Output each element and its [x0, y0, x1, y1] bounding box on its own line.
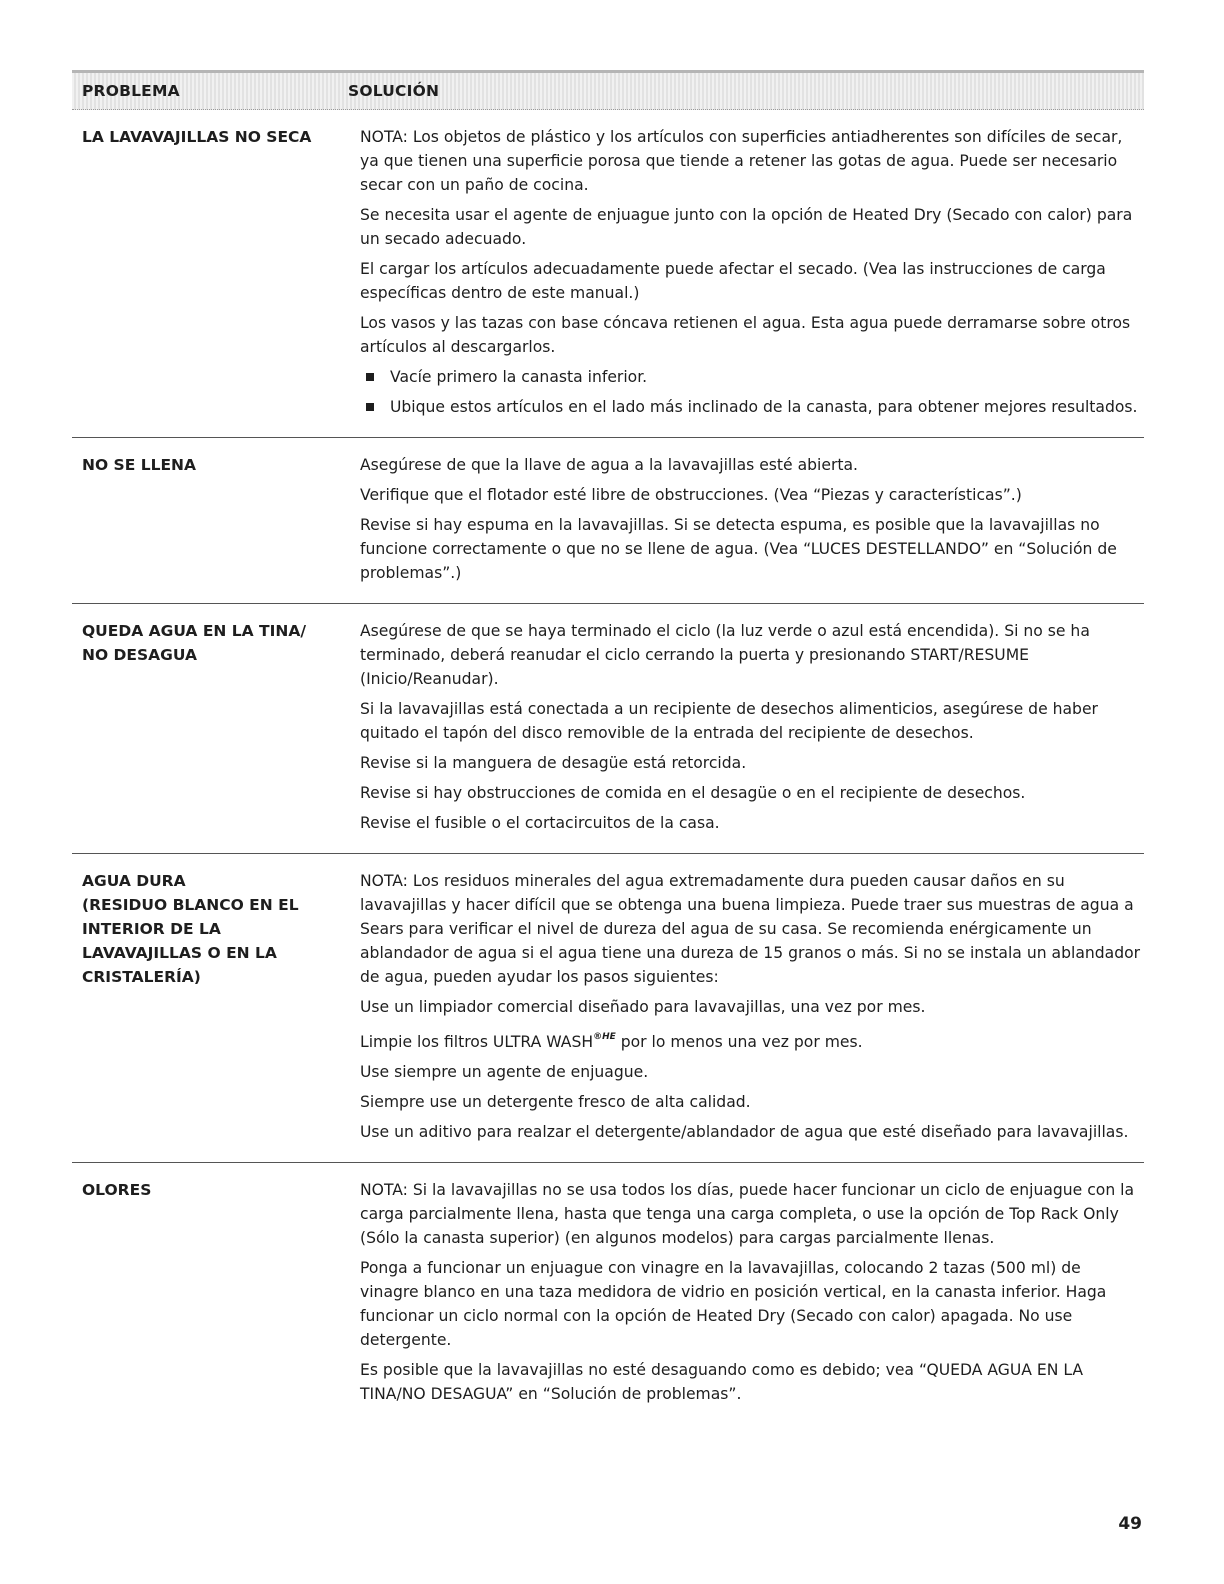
- problem-text: OLORES: [82, 1181, 152, 1199]
- problem-cell: [72, 619, 360, 841]
- solution-text: Use un limpiador comercial diseñado para lavavajillas, una vez por mes.: [360, 998, 926, 1016]
- solution-text: Se necesita usar el agente de enjuague junto con la opción de Heated Dry (Secado con calor) para un secado adecuado.: [360, 206, 1133, 248]
- solution-text: Verifique que el flotador esté libre de obstrucciones. (Vea “Piezas y características”.): [360, 486, 1022, 504]
- problem-text: INTERIOR DE LA: [82, 920, 221, 938]
- bullet-text: Vacíe primero la canasta inferior.: [390, 368, 648, 386]
- filters-text-end: por lo menos una vez por mes.: [615, 1033, 863, 1051]
- square-bullet-icon: [366, 373, 374, 381]
- filters-line: [360, 1025, 1144, 1054]
- solution-cell: [360, 619, 1144, 841]
- problem-text: (RESIDUO BLANCO EN EL: [82, 896, 299, 914]
- solution-text: NOTA: Si la lavavajillas no se usa todos los días, puede hacer funcionar un ciclo de enjuague con la carga parcialmente llena, hasta que tenga una carga completa, o use la opción de Top Rack Only (Sólo la canasta superior) (en algunos modelos) para cargas parcialmente llenas.: [360, 1181, 1135, 1247]
- problem-text: NO DESAGUA: [82, 646, 197, 664]
- header-solution: SOLUCIÓN: [348, 82, 440, 100]
- table-row: [72, 604, 1144, 854]
- table-row: [72, 110, 1144, 438]
- solution-text: Es posible que la lavavajillas no esté desaguando como es debido; vea “QUEDA AGUA EN LA TINA/NO DESAGUA” en “Solución de problemas”.: [360, 1361, 1084, 1403]
- solution-text: Revise si hay espuma en la lavavajillas. Si se detecta espuma, es posible que la lavavajillas no funcione correctamente o que no se llene de agua. (Vea “LUCES DESTELLANDO” en “Solución de problemas”.): [360, 516, 1117, 582]
- solution-text: Ponga a funcionar un enjuague con vinagre en la lavavajillas, colocando 2 tazas (500 ml) de vinagre blanco en una taza medidora de vidrio en posición vertical, en la canasta inferior. Haga funcionar un ciclo normal con la opción de Heated Dry (Secado con calor) apagada. No use detergente.: [360, 1259, 1107, 1349]
- filters-text: Limpie los filtros ULTRA WASH: [360, 1033, 594, 1051]
- solution-text: Use siempre un agente de enjuague.: [360, 1063, 649, 1081]
- solution-cell: [360, 453, 1144, 591]
- table-row: [72, 1163, 1144, 1424]
- square-bullet-icon: [366, 403, 374, 411]
- solution-cell: [360, 869, 1144, 1150]
- problem-cell: [72, 125, 360, 425]
- problem-text: NO SE LLENA: [82, 456, 197, 474]
- solution-text: NOTA: Los objetos de plástico y los artículos con superficies antiadherentes son difíciles de secar, ya que tienen una superficie porosa que tiende a retener las gotas de agua. Puede ser necesario secar con un paño de cocina.: [360, 128, 1123, 194]
- solution-text: Revise si la manguera de desagüe está retorcida.: [360, 754, 747, 772]
- problem-text: LA LAVAVAJILLAS NO SECA: [82, 128, 312, 146]
- solution-text: Si la lavavajillas está conectada a un recipiente de desechos alimenticios, asegúrese de haber quitado el tapón del disco removible de la entrada del recipiente de desechos.: [360, 700, 1098, 742]
- table-row: [72, 854, 1144, 1163]
- problem-cell: [72, 869, 360, 1150]
- solution-text: Use un aditivo para realzar el detergente/ablandador de agua que esté diseñado para lavavajillas.: [360, 1123, 1129, 1141]
- bullet-text: Ubique estos artículos en el lado más inclinado de la canasta, para obtener mejores resultados.: [390, 398, 1138, 416]
- page-number: 49: [1118, 1514, 1142, 1534]
- solution-cell: [360, 125, 1144, 425]
- header-problem: PROBLEMA: [82, 82, 180, 100]
- problem-text: CRISTALERÍA): [82, 968, 201, 986]
- bullet-item: [360, 365, 1144, 389]
- table-row: [72, 438, 1144, 604]
- problem-cell: [72, 453, 360, 591]
- problem-text: AGUA DURA: [82, 872, 186, 890]
- problem-text: QUEDA AGUA EN LA TINA/: [82, 622, 307, 640]
- solution-text: Revise si hay obstrucciones de comida en el desagüe o en el recipiente de desechos.: [360, 784, 1026, 802]
- solution-text: Siempre use un detergente fresco de alta calidad.: [360, 1093, 751, 1111]
- solution-text: NOTA: Los residuos minerales del agua extremadamente dura pueden causar daños en su lavavajillas y hacer difícil que se obtenga una buena limpieza. Puede traer sus muestras de agua a Sears para verificar el nivel de dureza del agua de su casa. Se recomienda enérgicamente un ablandador de agua si el agua tiene una dureza de 15 granos o más. Si no se instala un ablandador de agua, pueden ayudar los pasos siguientes:: [360, 872, 1141, 986]
- solution-text: Los vasos y las tazas con base cóncava retienen el agua. Esta agua puede derramarse sobre otros artículos al descargarlos.: [360, 314, 1131, 356]
- solution-text: Asegúrese de que la llave de agua a la lavavajillas esté abierta.: [360, 456, 859, 474]
- problem-text: LAVAVAJILLAS O EN LA: [82, 944, 277, 962]
- solution-text: Asegúrese de que se haya terminado el ciclo (la luz verde o azul está encendida). Si no se ha terminado, deberá reanudar el ciclo cerrando la puerta y presionando START/RESUME (Inicio/Reanudar).: [360, 622, 1090, 688]
- problem-cell: [72, 1178, 360, 1412]
- solution-text: El cargar los artículos adecuadamente puede afectar el secado. (Vea las instrucciones de carga específicas dentro de este manual.): [360, 260, 1106, 302]
- troubleshooting-table: [72, 70, 1144, 1424]
- table-header: [72, 70, 1144, 110]
- bullet-item: [360, 395, 1144, 419]
- solution-text: Revise el fusible o el cortacircuitos de la casa.: [360, 814, 720, 832]
- trademark-mark: ®HE: [593, 1032, 616, 1042]
- solution-cell: [360, 1178, 1144, 1412]
